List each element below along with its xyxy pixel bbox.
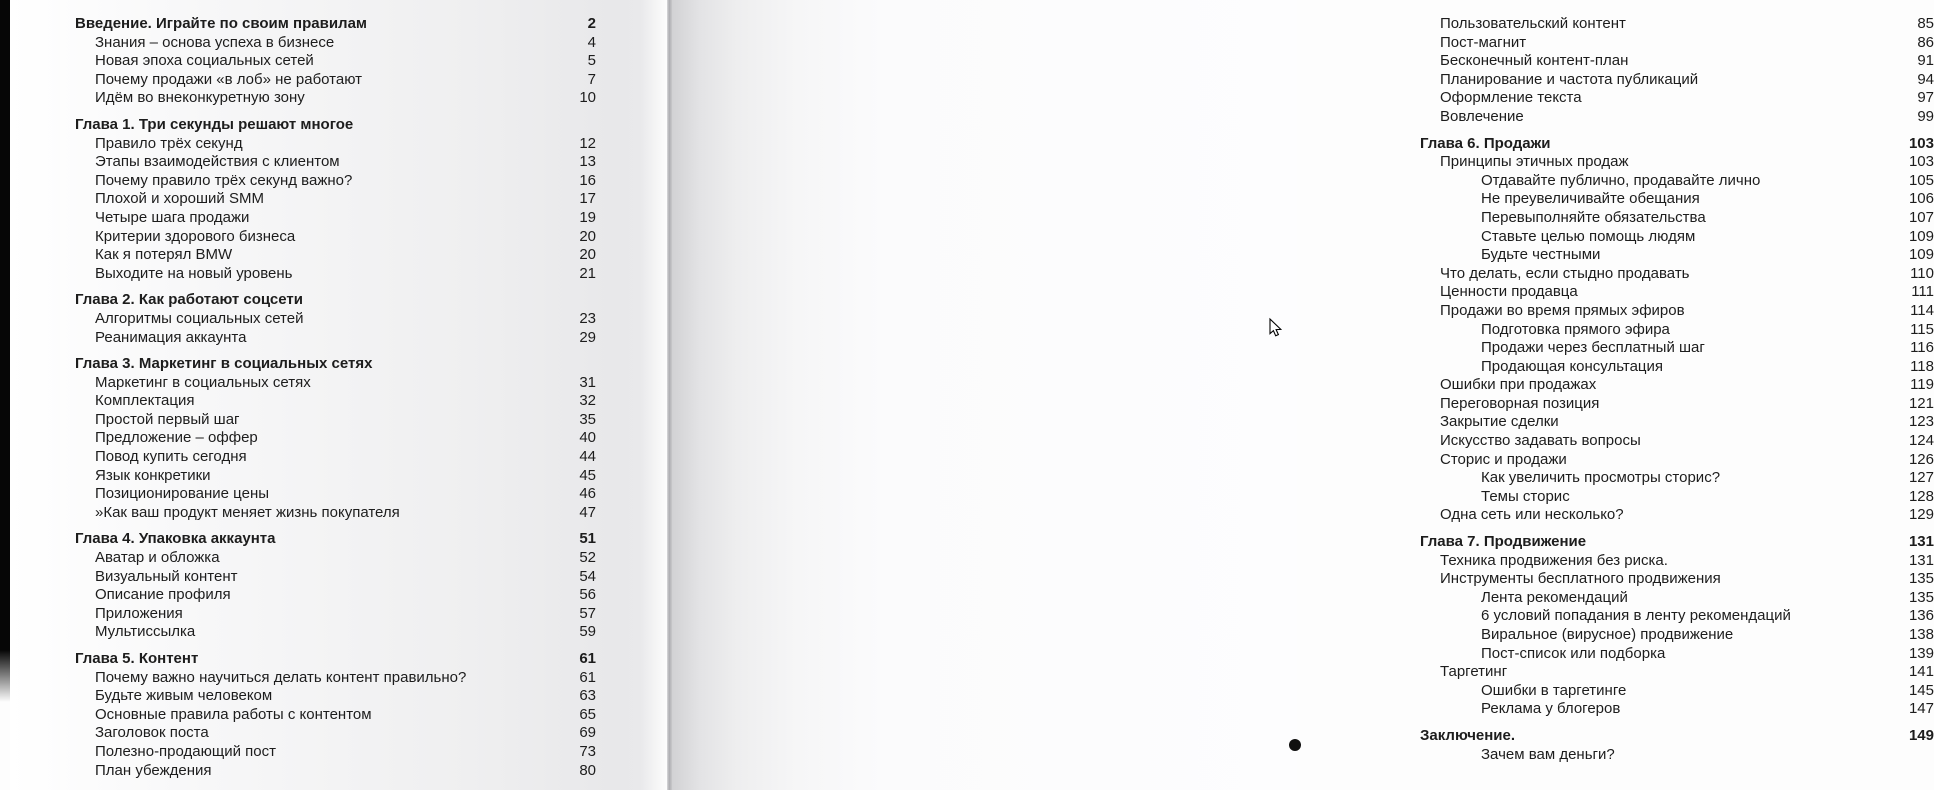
- toc-entry: [1420, 153, 1934, 172]
- toc-entry: [75, 706, 596, 725]
- toc-left-column: [75, 15, 596, 780]
- toc-entry-page-number: 35: [579, 410, 596, 428]
- toc-entry-page-number: 17: [579, 190, 596, 208]
- toc-section: [75, 530, 596, 642]
- toc-entry: [1420, 395, 1934, 414]
- toc-entry: [1420, 469, 1934, 488]
- toc-entry-label: Что делать, если стыдно продавать: [1440, 264, 1690, 282]
- toc-entry: [75, 34, 596, 53]
- toc-entry-page-number: 65: [579, 705, 596, 723]
- toc-chapter-heading: [75, 530, 596, 549]
- toc-entry-label: Техника продвижения без риска.: [1440, 551, 1668, 569]
- toc-entry: [1420, 746, 1934, 765]
- toc-entry: [75, 448, 596, 467]
- toc-entry-label: Знания – основа успеха в бизнесе: [95, 33, 335, 51]
- toc-entry-label: Ошибки в таргетинге: [1481, 681, 1627, 699]
- toc-entry-label: Бесконечный контент-план: [1440, 52, 1629, 70]
- toc-entry-page-number: 45: [579, 466, 596, 484]
- toc-entry-label: Выходите на новый уровень: [95, 264, 293, 282]
- toc-chapter-heading: [1420, 727, 1934, 746]
- toc-entry-page-number: 54: [579, 567, 596, 585]
- toc-entry: [75, 687, 596, 706]
- toc-entry: [75, 374, 596, 393]
- toc-entry-label: Как я потерял BMW: [95, 246, 233, 264]
- toc-entry-page-number: 16: [579, 171, 596, 189]
- toc-entry-label: »Как ваш продукт меняет жизнь покупателя: [95, 503, 400, 521]
- toc-entry-label: Продажи через бесплатный шаг: [1481, 339, 1705, 357]
- toc-entry-page-number: 124: [1908, 432, 1934, 450]
- toc-entry: [1420, 246, 1934, 265]
- toc-entry-label: Искусство задавать вопросы: [1440, 432, 1641, 450]
- toc-entry-label: Заключение.: [1420, 726, 1516, 744]
- toc-entry-label: Пользовательский контент: [1440, 15, 1626, 32]
- toc-entry-label: Маркетинг в социальных сетях: [95, 373, 311, 391]
- toc-entry: [1420, 34, 1934, 53]
- toc-entry-label: Ценности продавца: [1440, 283, 1578, 301]
- toc-entry-label: Планирование и частота публикаций: [1440, 70, 1699, 88]
- toc-entry-label: Отдавайте публично, продавайте лично: [1481, 171, 1761, 189]
- toc-entry-page-number: 111: [1911, 283, 1934, 301]
- toc-entry-label: Будьте живым человеком: [95, 687, 273, 705]
- toc-entry: [1420, 358, 1934, 377]
- toc-entry-page-number: 52: [579, 549, 596, 567]
- toc-entry: [1420, 488, 1934, 507]
- toc-entry: [75, 209, 596, 228]
- mouse-cursor-icon: [1269, 318, 1283, 338]
- right-page[interactable]: [672, 0, 1934, 790]
- toc-entry: [1420, 89, 1934, 108]
- toc-entry: [75, 669, 596, 688]
- toc-entry-label: Повод купить сегодня: [95, 448, 247, 466]
- toc-entry: [75, 568, 596, 587]
- toc-entry: [75, 310, 596, 329]
- toc-entry: [75, 135, 596, 154]
- toc-chapter-heading: [75, 116, 596, 135]
- toc-entry-page-number: 31: [579, 373, 596, 391]
- toc-entry: [1420, 645, 1934, 664]
- toc-entry-label: Идём во внеконкуретную зону: [95, 89, 305, 107]
- toc-entry-page-number: 147: [1908, 700, 1934, 718]
- edge-dot: [1289, 739, 1301, 751]
- toc-entry-page-number: [1892, 746, 1934, 765]
- toc-chapter-heading: [75, 291, 596, 310]
- toc-entry-page-number: 51: [579, 530, 596, 548]
- toc-entry-page-number: 47: [579, 503, 596, 521]
- toc-entry-label: План убеждения: [95, 761, 212, 779]
- toc-entry-label: Введение. Играйте по своим правилам: [75, 15, 368, 32]
- toc-entry-label: Простой первый шаг: [95, 410, 240, 428]
- toc-entry-page-number: [554, 291, 596, 310]
- toc-entry-label: Глава 1. Три секунды решают многое: [75, 115, 354, 133]
- toc-section: [75, 291, 596, 347]
- toc-entry-page-number: 128: [1908, 487, 1934, 505]
- toc-entry-page-number: 110: [1910, 264, 1934, 282]
- toc-entry: [75, 467, 596, 486]
- toc-entry-page-number: 2: [587, 15, 596, 32]
- toc-entry-page-number: 85: [1917, 15, 1934, 32]
- toc-entry-label: Не преувеличивайте обещания: [1481, 190, 1700, 208]
- toc-entry: [75, 504, 596, 523]
- toc-entry: [1420, 172, 1934, 191]
- toc-entry-label: Таргетинг: [1440, 663, 1508, 681]
- toc-entry-page-number: 12: [579, 134, 596, 152]
- toc-entry-page-number: 86: [1917, 33, 1934, 51]
- toc-entry: [1420, 283, 1934, 302]
- toc-section: [1420, 533, 1934, 719]
- toc-entry: [1420, 108, 1934, 127]
- toc-entry-page-number: 32: [579, 392, 596, 410]
- toc-entry-label: Критерии здорового бизнеса: [95, 227, 296, 245]
- toc-entry-label: Плохой и хороший SMM: [95, 190, 264, 208]
- toc-entry-page-number: 61: [579, 668, 596, 686]
- toc-entry-page-number: 139: [1908, 644, 1934, 662]
- toc-entry: [75, 605, 596, 624]
- toc-entry-page-number: 105: [1908, 171, 1934, 189]
- toc-entry-page-number: 91: [1917, 52, 1934, 70]
- toc-section: [75, 116, 596, 283]
- toc-entry-label: Описание профиля: [95, 586, 231, 604]
- toc-entry-page-number: 103: [1908, 134, 1934, 152]
- toc-entry-page-number: 106: [1908, 190, 1934, 208]
- toc-entry-page-number: 61: [579, 650, 596, 667]
- toc-entry: [75, 623, 596, 642]
- toc-entry-label: Почему продажи «в лоб» не работают: [95, 70, 363, 88]
- toc-entry: [1420, 265, 1934, 284]
- toc-entry-label: Мультиссылка: [95, 623, 196, 641]
- toc-entry: [1420, 209, 1934, 228]
- toc-entry-label: Будьте честными: [1481, 246, 1601, 264]
- toc-entry-page-number: 129: [1908, 506, 1934, 524]
- toc-entry-page-number: 56: [579, 586, 596, 604]
- toc-entry-label: Глава 4. Упаковка аккаунта: [75, 530, 276, 548]
- toc-entry-page-number: 131: [1908, 533, 1934, 551]
- toc-entry-page-number: 119: [1910, 376, 1934, 394]
- toc-chapter-heading: [1420, 135, 1934, 154]
- toc-entry-label: Переговорная позиция: [1440, 394, 1600, 412]
- toc-section: [1420, 15, 1934, 127]
- toc-entry-page-number: 118: [1910, 357, 1934, 375]
- toc-entry-label: Предложение – оффер: [95, 429, 258, 447]
- toc-entry: [1420, 71, 1934, 90]
- toc-entry-page-number: 4: [587, 33, 596, 51]
- toc-entry-page-number: 23: [579, 309, 596, 327]
- toc-entry: [1420, 302, 1934, 321]
- toc-entry-label: Четыре шага продажи: [95, 208, 250, 226]
- toc-entry-label: Глава 5. Контент: [75, 650, 199, 667]
- toc-entry-page-number: 131: [1908, 551, 1934, 569]
- toc-entry: [75, 429, 596, 448]
- toc-entry: [75, 228, 596, 247]
- toc-entry: [1420, 52, 1934, 71]
- toc-entry-page-number: 29: [579, 328, 596, 346]
- toc-entry-label: Ставьте целью помощь людям: [1481, 227, 1696, 245]
- toc-entry-label: Как увеличить просмотры сторис?: [1481, 469, 1721, 487]
- toc-entry: [1420, 663, 1934, 682]
- toc-entry: [1420, 451, 1934, 470]
- book-spine-strip: [0, 0, 10, 705]
- toc-entry: [75, 392, 596, 411]
- toc-entry-label: Новая эпоха социальных сетей: [95, 52, 314, 70]
- toc-entry: [75, 246, 596, 265]
- toc-entry-label: Ошибки при продажах: [1440, 376, 1597, 394]
- toc-entry-label: Сторис и продажи: [1440, 450, 1567, 468]
- toc-entry-label: Язык конкретики: [95, 466, 211, 484]
- toc-entry-page-number: 109: [1908, 246, 1934, 264]
- toc-section: [1420, 727, 1934, 764]
- toc-entry-page-number: 145: [1908, 681, 1934, 699]
- toc-entry-page-number: 115: [1910, 320, 1934, 338]
- toc-entry: [75, 329, 596, 348]
- toc-entry-page-number: 57: [579, 604, 596, 622]
- toc-entry: [1420, 432, 1934, 451]
- toc-entry-page-number: [554, 116, 596, 135]
- toc-entry-page-number: 80: [579, 761, 596, 779]
- toc-entry: [75, 265, 596, 284]
- toc-entry-page-number: 135: [1908, 588, 1934, 606]
- toc-entry-label: Глава 2. Как работают соцсети: [75, 291, 303, 309]
- toc-entry-page-number: 109: [1908, 227, 1934, 245]
- toc-entry-label: Реклама у блогеров: [1481, 700, 1621, 718]
- toc-entry-label: Пост-магнит: [1440, 33, 1527, 51]
- toc-entry-page-number: 141: [1908, 663, 1934, 681]
- toc-entry: [1420, 700, 1934, 719]
- toc-entry: [75, 172, 596, 191]
- toc-entry-label: Принципы этичных продаж: [1440, 153, 1629, 171]
- left-page[interactable]: [10, 0, 667, 790]
- toc-entry-label: Глава 6. Продажи: [1420, 134, 1551, 152]
- toc-entry-label: Этапы взаимодействия с клиентом: [95, 153, 340, 171]
- toc-chapter-heading: [1420, 533, 1934, 552]
- toc-entry-label: Комплектация: [95, 392, 195, 410]
- toc-entry: [75, 89, 596, 108]
- toc-entry-page-number: 5: [587, 52, 596, 70]
- toc-section: [1420, 135, 1934, 525]
- toc-entry-label: Продажи во время прямых эфиров: [1440, 301, 1685, 319]
- toc-entry-page-number: 136: [1908, 607, 1934, 625]
- toc-entry-label: Продающая консультация: [1481, 357, 1664, 375]
- toc-entry: [1420, 339, 1934, 358]
- toc-entry: [75, 190, 596, 209]
- toc-entry-page-number: 10: [579, 89, 596, 107]
- toc-entry-label: Вовлечение: [1440, 107, 1524, 125]
- toc-entry: [1420, 376, 1934, 395]
- toc-entry-label: Основные правила работы с контентом: [95, 705, 372, 723]
- toc-entry-page-number: 126: [1908, 450, 1934, 468]
- toc-entry-label: Почему правило трёх секунд важно?: [95, 171, 353, 189]
- toc-entry-label: Лента рекомендаций: [1481, 588, 1628, 606]
- toc-entry-label: Алгоритмы социальных сетей: [95, 309, 304, 327]
- toc-entry-label: Заголовок поста: [95, 724, 209, 742]
- toc-entry-label: Темы сторис: [1481, 487, 1570, 505]
- toc-entry: [75, 411, 596, 430]
- toc-right-column: [1420, 15, 1934, 764]
- toc-entry-page-number: 69: [579, 724, 596, 742]
- toc-entry-label: Инструменты бесплатного продвижения: [1440, 570, 1721, 588]
- toc-entry-label: Аватар и обложка: [95, 549, 220, 567]
- toc-entry: [75, 52, 596, 71]
- toc-entry-label: Правило трёх секунд: [95, 134, 243, 152]
- toc-entry-label: 6 условий попадания в ленту рекомендаций: [1481, 607, 1791, 625]
- toc-entry-label: Визуальный контент: [95, 567, 238, 585]
- toc-entry-label: Реанимация аккаунта: [95, 328, 247, 346]
- toc-entry-page-number: 7: [587, 70, 596, 88]
- toc-entry-label: Позиционирование цены: [95, 485, 270, 503]
- toc-entry-label: Одна сеть или несколько?: [1440, 506, 1624, 524]
- toc-entry-page-number: 46: [579, 485, 596, 503]
- toc-section: [75, 650, 596, 780]
- toc-entry: [1420, 682, 1934, 701]
- toc-entry-page-number: 116: [1910, 339, 1934, 357]
- toc-entry-page-number: 121: [1908, 394, 1934, 412]
- toc-entry: [1420, 626, 1934, 645]
- toc-entry: [75, 762, 596, 781]
- toc-entry-page-number: 97: [1917, 89, 1934, 107]
- toc-entry: [1420, 552, 1934, 571]
- toc-section: [75, 15, 596, 108]
- toc-entry-page-number: 19: [579, 208, 596, 226]
- toc-entry-label: Зачем вам деньги?: [1481, 745, 1615, 763]
- toc-entry: [75, 485, 596, 504]
- toc-entry: [75, 71, 596, 90]
- toc-chapter-heading: [75, 15, 596, 34]
- toc-section: [75, 355, 596, 522]
- toc-entry-page-number: 149: [1908, 726, 1934, 744]
- toc-entry-label: Почему важно научиться делать контент правильно?: [95, 668, 467, 686]
- toc-entry: [1420, 506, 1934, 525]
- toc-entry-page-number: 63: [579, 687, 596, 705]
- toc-chapter-heading: [75, 355, 596, 374]
- toc-entry: [1420, 607, 1934, 626]
- toc-entry: [1420, 190, 1934, 209]
- toc-entry-label: Виральное (вирусное) продвижение: [1481, 626, 1734, 643]
- toc-entry: [1420, 570, 1934, 589]
- toc-entry: [75, 549, 596, 568]
- toc-entry-label: Закрытие сделки: [1440, 413, 1559, 431]
- toc-entry: [1420, 15, 1934, 34]
- toc-entry: [75, 153, 596, 172]
- toc-entry-page-number: 20: [579, 246, 596, 264]
- toc-entry-page-number: 127: [1908, 469, 1934, 487]
- toc-entry-page-number: 21: [579, 264, 596, 282]
- toc-entry-page-number: 114: [1910, 301, 1934, 319]
- toc-entry-page-number: 123: [1908, 413, 1934, 431]
- toc-entry-label: Оформление текста: [1440, 89, 1582, 107]
- toc-entry: [75, 743, 596, 762]
- toc-entry-label: Перевыполняйте обязательства: [1481, 208, 1706, 226]
- toc-entry-page-number: 13: [579, 153, 596, 171]
- toc-entry-page-number: 40: [579, 429, 596, 447]
- toc-entry-page-number: 107: [1908, 208, 1934, 226]
- toc-entry-page-number: [554, 355, 596, 374]
- toc-entry-page-number: 103: [1908, 153, 1934, 171]
- toc-chapter-heading: [75, 650, 596, 669]
- toc-entry-page-number: 135: [1908, 570, 1934, 588]
- toc-entry-page-number: 138: [1908, 626, 1934, 643]
- toc-entry-label: Приложения: [95, 604, 183, 622]
- toc-entry-label: Глава 7. Продвижение: [1420, 533, 1587, 551]
- toc-entry-page-number: 44: [579, 448, 596, 466]
- toc-entry-page-number: 20: [579, 227, 596, 245]
- toc-entry: [75, 724, 596, 743]
- toc-entry: [1420, 321, 1934, 340]
- toc-entry: [1420, 589, 1934, 608]
- toc-entry-label: Полезно-продающий пост: [95, 742, 276, 760]
- toc-entry-page-number: 99: [1917, 107, 1934, 125]
- toc-entry-page-number: 73: [579, 742, 596, 760]
- toc-entry-page-number: 59: [579, 623, 596, 641]
- toc-entry-label: Пост-список или подборка: [1481, 644, 1666, 662]
- toc-entry: [1420, 413, 1934, 432]
- toc-entry: [75, 586, 596, 605]
- toc-entry: [1420, 228, 1934, 247]
- toc-entry-page-number: 94: [1917, 70, 1934, 88]
- toc-entry-label: Глава 3. Маркетинг в социальных сетях: [75, 355, 373, 373]
- toc-entry-label: Подготовка прямого эфира: [1481, 320, 1670, 338]
